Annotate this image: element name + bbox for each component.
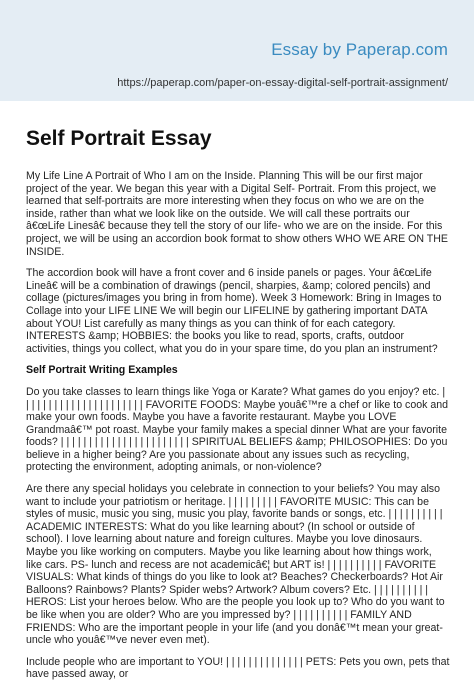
site-header: [0, 0, 474, 101]
page-url-link[interactable]: https://paperap.com/paper-on-essay-digital-self-portrait-assignment/: [117, 77, 448, 89]
paragraph-example-1: Do you take classes to learn things like Yoga or Karate? What games do you enjoy? etc. | | | | | | | | | | | | | | | | | | | | | | FAVORITE FOODS: Maybe youâ€™re a chef or like to cook and make your own foods. Maybe you have a favorite restaurant. Maybe you LOVE Grandmaâ€™ pot roast. Maybe your family makes a special dinner What are your favorite foods? | | | | | | | | | | | | | | | | | | | | | | | SPIRITUAL BELIEFS &amp; PHILOSOPHIES: Do you believe in a higher being? Are you passionate about any issues such as recycling, protecting the environment, adopting animals, or non-violence?: [26, 385, 449, 474]
paragraph-example-3: Include people who are important to YOU! | | | | | | | | | | | | | | PETS: Pets you own, pets that have passed away, or: [26, 655, 450, 681]
section-heading: Self Portrait Writing Examples: [26, 364, 178, 377]
essay-title: Self Portrait Essay: [26, 127, 212, 150]
paragraph-intro: My Life Line A Portrait of Who I am on the Inside. Planning This will be our first major project of the year. We began this year with a Digital Self- Portrait. From this project, we learned that self-portraits are more interesting when they focus on who we are on the inside, rather than what we look like on the outside. We will call these portraits our â€œLife Linesâ€ because they tell the story of our life- who we are on the inside. For this project, we will be using an accordion book format to show others WHO WE ARE ON THE INSIDE.: [26, 170, 448, 258]
site-brand-link[interactable]: Essay by Paperap.com: [271, 40, 448, 59]
paragraph-example-2: Are there any special holidays you celebrate in connection to your beliefs? You may also want to include your patriotism or heritage. | | | | | | | | | FAVORITE MUSIC: This can be styles of music, music you sing, music you play, favorite bands or songs, etc. | | | | | | | | | | ACADEMIC INTERESTS: What do you like learning about? (In school or outside of school). I love learning about nature and foreign cultures. Maybe you love dinosaurs. Maybe you like working on computers. Maybe you like learning about how things work, like cars. PS- lunch and recess are not academicâ€¦ but ART is! | | | | | | | | | | FAVORITE VISUALS: What kinds of things do you like to look at? Beaches? Checkerboards? Hot Air Balloons? Rainbows? Plants? Spider webs? Artwork? Album covers? Etc. | | | | | | | | | | HEROS: List your heroes below. Who are the people you look up to? Who do you want to be like when you are older? Who are you impressed by? | | | | | | | | | | FAMILY AND FRIENDS: Who are the important people in your life (and you donâ€™t mean your great-uncle who youâ€™ve never even met).: [26, 483, 445, 647]
essay-body: [26, 170, 450, 690]
paragraph-accordion-book: The accordion book will have a front cover and 6 inside panels or pages. Your â€œLife Lineâ€ will be a combination of drawings (pencil, sharpies, &amp; colored pencils) and collage (pictures/images you bring in from home). Week 3 Homework: Bring in Images to Collage into your LIFE LINE We will begin our LIFELINE by gathering important DATA about YOU! List carefully as many things as you can think of for each category. INTERESTS &amp; HOBBIES: the books you like to read, sports, crafts, outdoor activities, things you collect, what you do in your spare time, do you plan an instrument?: [26, 267, 442, 355]
